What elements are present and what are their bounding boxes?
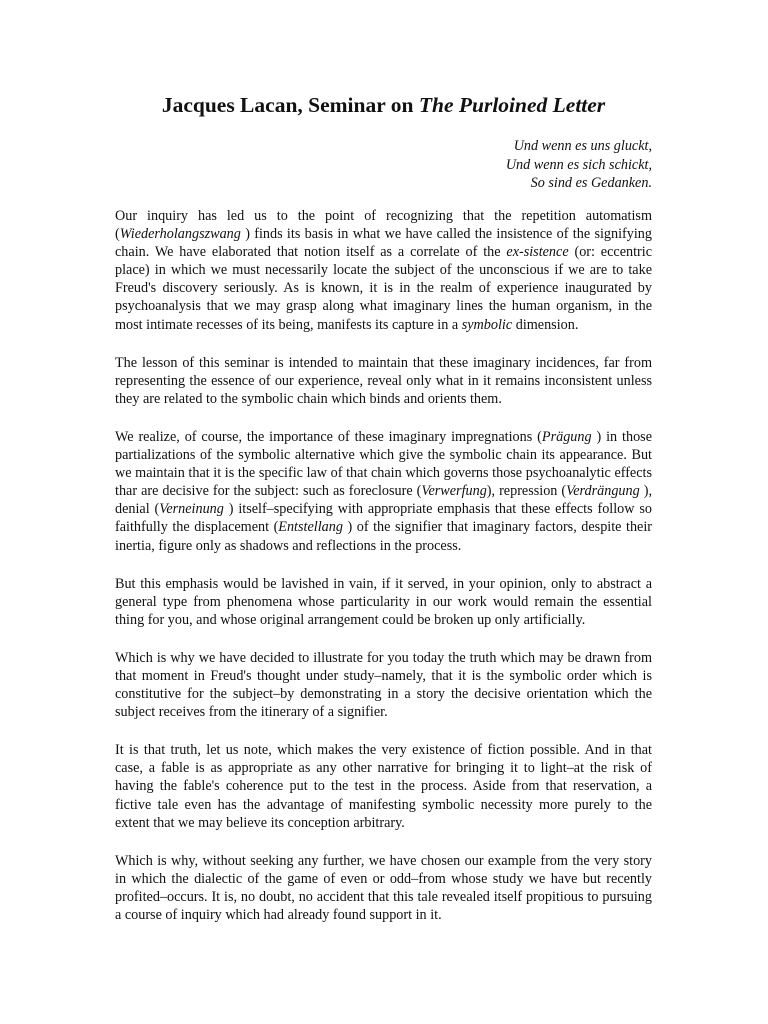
text-run: ), repression ( (486, 483, 567, 500)
italic-term: Wiederholangszwang (119, 226, 241, 243)
italic-term: Verdrängung (566, 483, 640, 500)
epigraph-line: So sind es Gedanken. (530, 175, 652, 191)
text-run: ), denial ( (115, 483, 652, 518)
italic-term: Verwerfung (421, 483, 487, 500)
italic-term: Entstellang (278, 519, 343, 536)
paragraph (115, 575, 652, 629)
title-prefix: Jacques Lacan, Seminar on (161, 93, 419, 117)
paragraph (115, 741, 652, 831)
paragraph (115, 207, 652, 334)
italic-term: symbolic (461, 316, 513, 333)
italic-term: Verneinung (159, 501, 224, 518)
text-run: We realize, of course, the importance of these imaginary impregnations ( (115, 428, 542, 445)
epigraph (506, 137, 652, 193)
text-run: It is that truth, let us note, which makes the very existence of fiction possible. And in that case, a fable is as appropriate as any other narrative for bringing it to light–at the risk of having the fable's coherence put to the test in the process. Aside from that reservation, a fictive tale even has the advantage of manifesting symbolic necessity more purely to the extent that we may believe its conception arbitrary. (115, 742, 652, 831)
title-italic: The Purloined Letter (418, 93, 606, 117)
italic-term: ex-sistence (506, 244, 569, 261)
paragraph (115, 649, 652, 721)
text-run: dimension. (512, 316, 579, 333)
epigraph-line: Und wenn es uns gluckt, (513, 138, 652, 154)
text-run: Which is why we have decided to illustrate for you today the truth which may be drawn from that moment in Freud's thought under study–namely, that it is the symbolic order which is constitutive for the subject–by demonstrating in a story the decisive orientation which the subject receives from the itinerary of a signifier. (115, 649, 652, 721)
epigraph-line: Und wenn es sich schickt, (505, 156, 652, 173)
text-run: But this emphasis would be lavished in vain, if it served, in your opinion, only to abstract a general type from phenomena whose particularity in our work would remain the essential thing for you, and whose original arrangement could be broken up only artificially. (115, 575, 652, 628)
document-title (115, 93, 652, 118)
paragraph (115, 428, 652, 555)
text-run: (or: eccentric place) in which we must necessarily locate the subject of the unconscious if we are to take Freud's discovery seriously. As is known, it is in the realm of experience inaugurated by psychoanalysis that we may grasp along what imaginary lines the human organism, in the most intimate recesses of its being, manifests its capture in a (115, 244, 652, 333)
text-run: ) of the signifier that imaginary factors, despite their inertia, figure only as shadows and reflections in the process. (115, 519, 652, 554)
text-run: The lesson of this seminar is intended to maintain that these imaginary incidences, far from representing the essence of our experience, reveal only what in it remains inconsistent unless they are related to the symbolic chain which binds and orients them. (115, 354, 652, 407)
text-run: ) finds its basis in what we have called the insistence of the signifying chain. We have elaborated that notion itself as a correlate of the (115, 226, 652, 261)
body-text (115, 207, 652, 944)
text-run: Which is why, without seeking any further, we have chosen our example from the very story in which the dialectic of the game of even or odd–from whose study we have but recently profited–occurs. It is, no doubt, no accident that this tale revealed itself propitious to pursuing a course of inquiry which had already found support in it. (115, 852, 652, 923)
paragraph (115, 852, 652, 924)
text-run: ) in those partializations of the symbolic alternative which give the symbolic chain its appearance. But we maintain that it is the specific law of that chain which governs those psychoanalytic effects thar are decisive for the subject: such as foreclosure ( (115, 428, 652, 500)
text-run: ) itself–specifying with appropriate emphasis that these effects follow so faithfully the displacement ( (115, 501, 652, 536)
text-run: Our inquiry has led us to the point of recognizing that the repetition automatism ( (115, 208, 652, 243)
italic-term: Prägung (541, 428, 592, 445)
paragraph (115, 354, 652, 408)
